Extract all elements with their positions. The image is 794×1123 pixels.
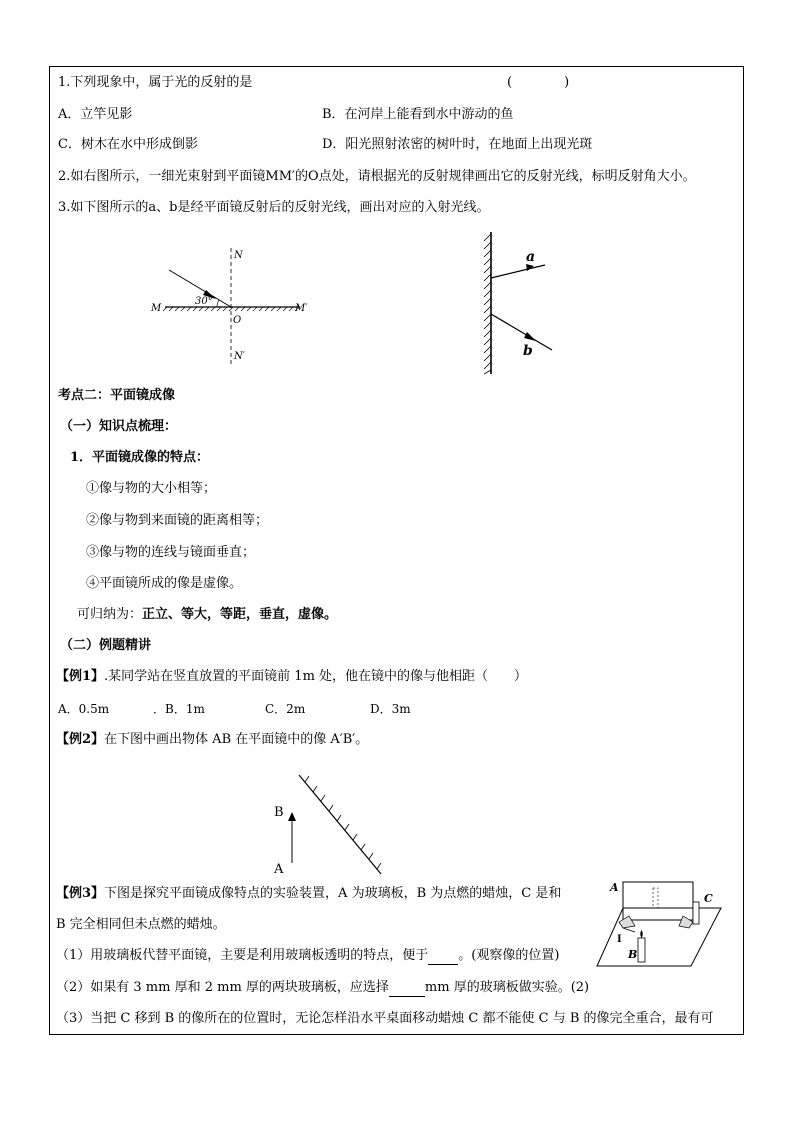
figure-reflected-rays bbox=[470, 228, 570, 378]
q1-option-a: A．立竿见影 bbox=[58, 107, 133, 122]
summary-line bbox=[77, 607, 337, 623]
ex3-q3: （3）当把 C 移到 B 的像所在的位置时，无论怎样沿水平桌面移动蜡烛 C 都不能使 C 与 B 的像完全重合，最有可 bbox=[56, 1011, 714, 1026]
label-a: a bbox=[526, 249, 536, 265]
ex1-text: .某同学站在竖直放置的平面镜前 1m 处，他在镜中的像与他相距（ ） bbox=[104, 669, 528, 684]
label-n: N bbox=[234, 250, 243, 261]
ex3-q2-suffix: mm 厚的玻璃板做实验。(2) bbox=[424, 980, 590, 995]
label-object-a: A bbox=[274, 862, 284, 877]
ex3-q2-prefix: （2）如果有 3 mm 厚和 2 mm 厚的两块玻璃板，应选择 bbox=[56, 980, 389, 995]
feature-item-3: ③像与物的连线与镜面垂直； bbox=[86, 545, 256, 560]
figure-object-ab bbox=[265, 768, 395, 878]
ex1-option-a: A．0.5m bbox=[58, 702, 110, 716]
label-glass-a: A bbox=[610, 881, 619, 894]
ex2-label: 【例2】 bbox=[56, 732, 105, 747]
left-stand bbox=[619, 916, 635, 928]
label-o: O bbox=[233, 315, 242, 326]
ray-a bbox=[491, 265, 545, 278]
ex3-q2 bbox=[56, 980, 589, 997]
candle-b bbox=[638, 938, 645, 962]
slanted-mirror-hatching bbox=[305, 776, 381, 869]
ex1-option-b: ．B．1m bbox=[153, 702, 205, 716]
candle-c bbox=[693, 902, 699, 924]
q1-option-c: C．树木在水中形成倒影 bbox=[58, 137, 198, 152]
left-edge-mark bbox=[623, 928, 635, 932]
ex1-option-c: C．2m bbox=[265, 702, 306, 716]
ex1-line bbox=[56, 669, 527, 685]
summary-bold: 正立、等大，等距，垂直，虚像。 bbox=[142, 607, 338, 622]
figure-reflection-mm bbox=[145, 245, 335, 370]
q1-option-d: D．阳光照射浓密的树叶时，在地面上出现光斑 bbox=[322, 137, 593, 152]
q3-text: 3.如下图所示的a、b是经平面镜反射后的反射光线，画出对应的入射光线。 bbox=[58, 200, 490, 215]
vertical-mirror-hatching bbox=[484, 234, 491, 374]
ex1-option-d: D．3m bbox=[370, 702, 411, 716]
label-b: b bbox=[523, 343, 533, 359]
summary-prefix: 可归纳为： bbox=[77, 607, 143, 622]
feature-item-1: ①像与物的大小相等； bbox=[86, 481, 217, 496]
ex3-text-1: 下图是探究平面镜成像特点的实验装置，A 为玻璃板，B 为点燃的蜡烛，C 是和 bbox=[104, 886, 562, 901]
ex3-q2-blank[interactable] bbox=[389, 980, 425, 997]
q1-answer-paren: ( ) bbox=[507, 75, 570, 90]
ex3-q1-prefix: （1）用玻璃板代替平面镜，主要是利用玻璃板透明的特点，便于 bbox=[56, 948, 429, 963]
label-candle-b: B bbox=[628, 948, 638, 961]
ex3-line1 bbox=[56, 886, 561, 902]
figure-experiment-setup bbox=[595, 872, 723, 972]
ex2-line bbox=[56, 732, 368, 748]
q1-stem: 1.下列现象中，属于光的反射的是 bbox=[58, 75, 253, 90]
table-plane bbox=[597, 908, 721, 966]
ex1-label: 【例1】 bbox=[56, 669, 105, 684]
right-stand bbox=[679, 916, 693, 928]
ex3-label: 【例3】 bbox=[56, 886, 105, 901]
object-ab-arrowhead bbox=[288, 812, 296, 821]
ray-b bbox=[491, 314, 552, 350]
label-m: M bbox=[151, 303, 162, 314]
ex3-q1 bbox=[56, 948, 559, 965]
label-n-prime: N′ bbox=[234, 351, 246, 362]
section2-sub2: （二）例题精讲 bbox=[60, 638, 152, 653]
ex2-text: 在下图中画出物体 AB 在平面镜中的像 A′B′。 bbox=[104, 732, 369, 747]
candle-image bbox=[653, 888, 658, 908]
slanted-mirror bbox=[299, 775, 381, 874]
feature-item-4: ④平面镜所成的像是虚像。 bbox=[86, 576, 243, 591]
q1-option-b: B．在河岸上能看到水中游动的鱼 bbox=[322, 107, 514, 122]
ex3-q1-blank[interactable] bbox=[428, 948, 458, 965]
label-m-prime: M′ bbox=[295, 303, 308, 314]
section2-point1: 1．平面镜成像的特点： bbox=[70, 450, 210, 465]
label-object-b: B bbox=[274, 805, 284, 820]
candle-flame bbox=[640, 930, 643, 938]
ray-b-arrowhead bbox=[524, 332, 536, 341]
angle-arc bbox=[217, 300, 219, 307]
section2-title: 考点二：平面镜成像 bbox=[58, 388, 176, 403]
feature-item-2: ②像与物到来面镜的距离相等； bbox=[86, 513, 269, 528]
q2-text: 2.如右图所示，一细光束射到平面镜MM′的O点处，请根据光的反射规律画出它的反射光线，标明反射角大小。 bbox=[58, 169, 696, 184]
ex3-q1-suffix: 。(观察像的位置) bbox=[458, 948, 560, 963]
section2-sub1: （一）知识点梳理： bbox=[60, 419, 178, 434]
label-candle-c: C bbox=[704, 892, 713, 905]
label-i: I bbox=[617, 934, 622, 945]
angle-label: 30° bbox=[195, 296, 213, 307]
ex3-line2: B 完全相同但未点燃的蜡烛。 bbox=[56, 917, 226, 932]
